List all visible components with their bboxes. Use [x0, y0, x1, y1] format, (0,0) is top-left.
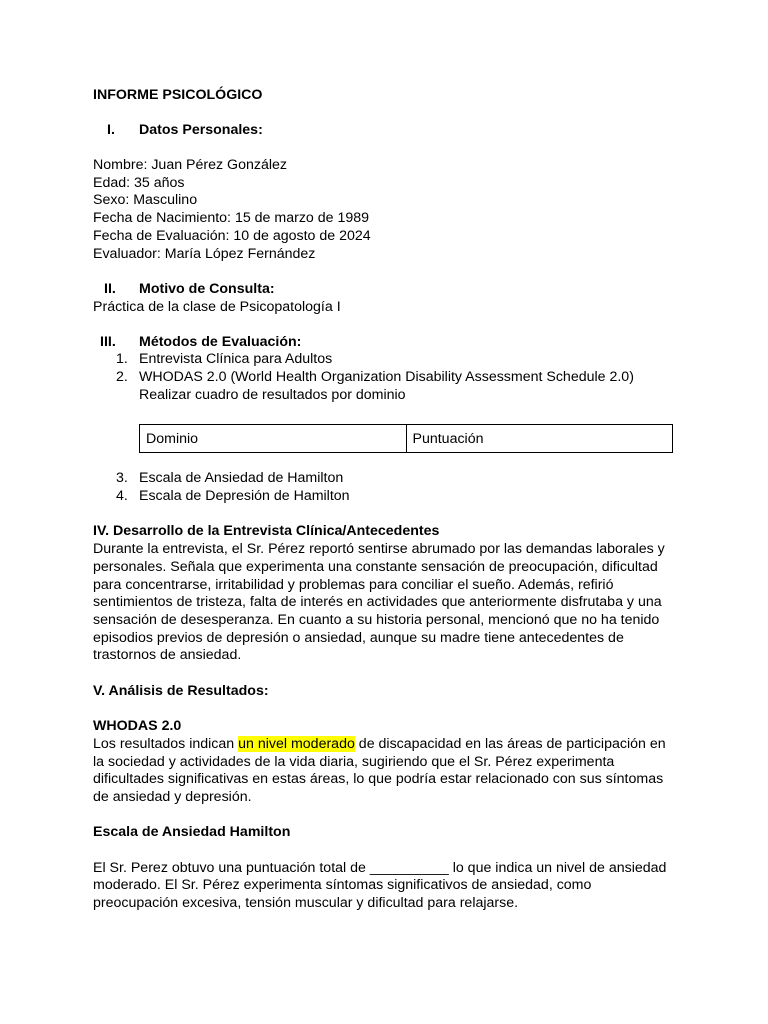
whodas-line-3: dificultades significativas en estas áreas, lo que podría estar relacionado con sus síntomas	[93, 771, 664, 787]
whodas-line-1	[93, 735, 666, 753]
method-2-number: 2.	[116, 369, 128, 385]
personal-sexo: Sexo: Masculino	[93, 192, 198, 208]
table-row	[140, 425, 673, 453]
personal-edad: Edad: 35 años	[93, 175, 185, 191]
method-3-number: 3.	[116, 470, 128, 486]
results-table	[139, 424, 673, 453]
whodas-line-4: de ansiedad y depresión.	[93, 789, 252, 805]
method-2-text: WHODAS 2.0 (World Health Organization Disability Assessment Schedule 2.0)	[139, 369, 634, 385]
entrevista-line-1: Durante la entrevista, el Sr. Pérez reportó sentirse abrumado por las demandas laborales y	[93, 541, 665, 557]
table-header-dominio: Dominio	[140, 425, 407, 453]
hamilton-line-3: preocupación excesiva, tensión muscular y dificultad para relajarse.	[93, 895, 519, 911]
method-4-number: 4.	[116, 488, 128, 504]
method-2-subtext: Realizar cuadro de resultados por dominio	[139, 387, 406, 403]
document-title: INFORME PSICOLÓGICO	[93, 87, 263, 103]
section-3-number: III.	[100, 334, 116, 350]
entrevista-line-2: personales. Señala que experimenta una constante sensación de preocupación, dificultad	[93, 559, 658, 575]
whodas-heading: WHODAS 2.0	[93, 718, 182, 734]
method-3-text: Escala de Ansiedad de Hamilton	[139, 470, 344, 486]
entrevista-line-4: sentimientos de tristeza, falta de interés en actividades que anteriormente disfrutaba y una	[93, 594, 662, 610]
entrevista-line-5: sensación de desesperanza. En cuanto a su historia personal, mencionó que no ha tenido	[93, 612, 660, 628]
hamilton-line-1: El Sr. Perez obtuvo una puntuación total de __________ lo que indica un nivel de ansiedad	[93, 860, 667, 876]
section-4-heading: IV. Desarrollo de la Entrevista Clínica/Antecedentes	[93, 523, 440, 539]
entrevista-line-6: episodios previos de depresión o ansiedad, aunque su madre tiene antecedentes de	[93, 630, 624, 646]
personal-nacimiento: Fecha de Nacimiento: 15 de marzo de 1989	[93, 210, 370, 226]
section-5-heading: V. Análisis de Resultados:	[93, 683, 269, 699]
method-1-number: 1.	[116, 351, 128, 367]
section-1-heading: Datos Personales:	[139, 122, 263, 138]
highlighted-text: un nivel moderado	[238, 736, 355, 752]
whodas-line-1-post: de discapacidad en las áreas de participación en	[354, 736, 666, 752]
whodas-line-1-pre: Los resultados indican	[93, 736, 239, 752]
entrevista-line-7: trastornos de ansiedad.	[93, 647, 242, 663]
personal-nombre: Nombre: Juan Pérez González	[93, 157, 287, 173]
entrevista-line-3: para concentrarse, irritabilidad y problemas para conciliar el sueño. Además, refirió	[93, 577, 614, 593]
hamilton-line-2: moderado. El Sr. Pérez experimenta síntomas significativos de ansiedad, como	[93, 877, 592, 893]
method-1-text: Entrevista Clínica para Adultos	[139, 351, 333, 367]
section-2-number: II.	[104, 281, 116, 297]
personal-evaluacion: Fecha de Evaluación: 10 de agosto de 2024	[93, 228, 371, 244]
section-1-number: I.	[107, 122, 115, 138]
section-3-heading: Métodos de Evaluación:	[139, 334, 302, 350]
section-2-heading: Motivo de Consulta:	[139, 281, 275, 297]
whodas-line-2: la sociedad y actividades de la vida diaria, sugiriendo que el Sr. Pérez experimenta	[93, 754, 615, 770]
method-4-text: Escala de Depresión de Hamilton	[139, 488, 350, 504]
table-header-puntuacion: Puntuación	[406, 425, 673, 453]
personal-evaluador: Evaluador: María López Fernández	[93, 246, 316, 262]
hamilton-heading: Escala de Ansiedad Hamilton	[93, 824, 291, 840]
motivo-text: Práctica de la clase de Psicopatología I	[93, 299, 341, 315]
